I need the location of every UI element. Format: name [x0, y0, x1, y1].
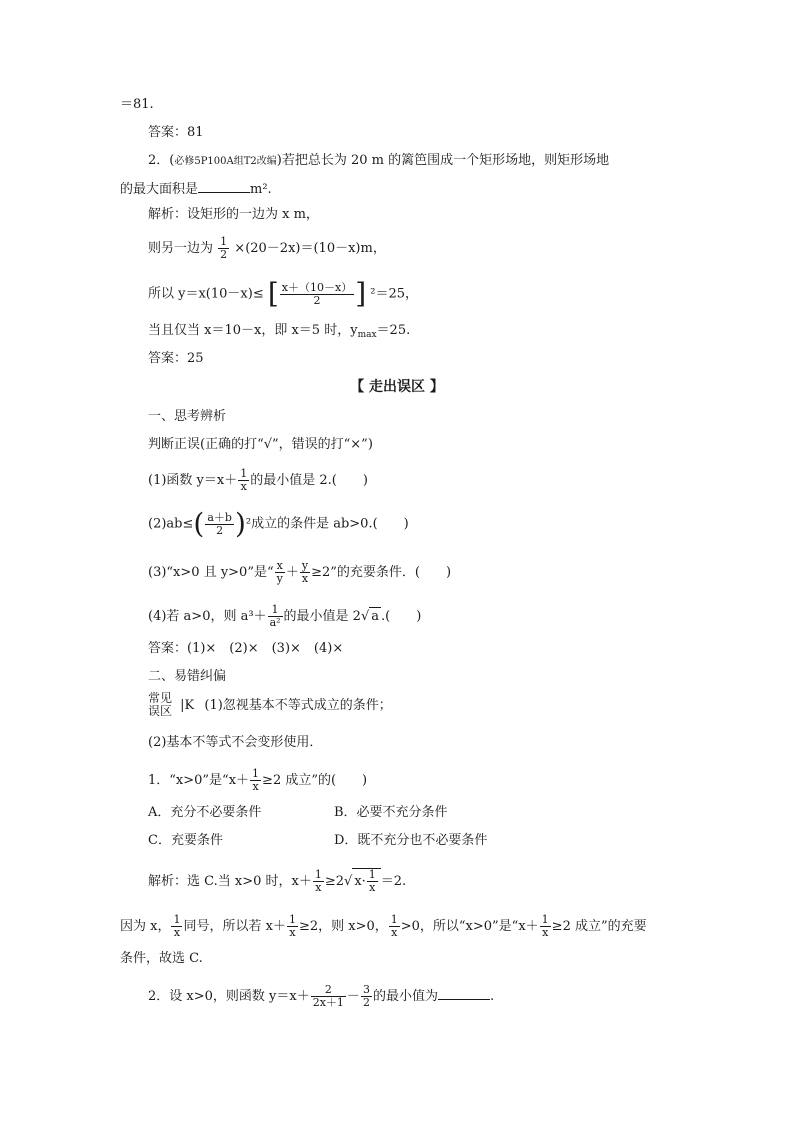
subscript-max: max — [357, 330, 377, 340]
frac-num: 1 — [368, 868, 376, 881]
mc-question-1 — [148, 768, 367, 793]
s1a: 解析：选 C.当 x>0 时，x＋ — [148, 874, 312, 889]
frac-den: x — [315, 881, 322, 894]
answer-judgement: 答案：(1)× (2)× (3)× (4)× — [148, 641, 344, 656]
tag-line1: 常见 — [148, 691, 173, 705]
tag-common-errors — [148, 692, 172, 718]
frac-num: 2 — [311, 984, 346, 997]
solution-1-line1: 解析：选 C.当 x>0 时，x＋ $\frac{1}{x}$ ≥2√ x· $\frac{1}{x}$ ＝2. — [148, 868, 407, 894]
frac-den: x — [542, 926, 549, 939]
frac-num: x＋（10－x） — [281, 280, 353, 294]
solution-line4 — [148, 322, 410, 344]
frac-den: 2 — [220, 248, 228, 261]
answer-1: 答案：81 — [148, 125, 204, 140]
option-a[interactable]: A．充分不必要条件 — [148, 805, 262, 820]
tag-line2: 误区 — [148, 704, 173, 718]
frac-den: 2 — [362, 996, 370, 1009]
solution-intro: 解析：设矩形的一边为 x m， — [148, 207, 319, 222]
frac-den: x — [369, 881, 376, 894]
frac-num: a＋b — [207, 510, 232, 524]
question-2-line1 — [148, 152, 609, 171]
s2d: >0，所以“x>0”是“x＋ — [400, 919, 539, 934]
q2-text2a: 的最大面积是 — [120, 182, 199, 197]
frac-num: 1 — [252, 767, 260, 780]
sol-l3a: 所以 y＝x(10－x)≤ — [148, 286, 264, 302]
right-paren: ) — [234, 507, 246, 540]
frac-den: x — [240, 480, 247, 493]
solution-1-line3: 条件，故选 C. — [120, 951, 203, 966]
part-1-heading: 一、思考辨析 — [148, 409, 227, 424]
fraction — [300, 560, 310, 585]
frac-den: 2x＋1 — [312, 996, 344, 1009]
q2-source: 必修5P100A组T2改编 — [174, 156, 277, 167]
sqrt-a: x· — [354, 874, 366, 889]
frac-den: x — [391, 926, 398, 939]
sol-l4a: 当且仅当 x＝10－x，即 x＝5 时，y — [148, 323, 358, 338]
item-1 — [148, 468, 368, 493]
sol-l4b: ＝25. — [376, 323, 411, 338]
fraction — [238, 468, 249, 493]
fraction — [268, 604, 283, 629]
q1a: 1．“x>0”是“x＋ — [148, 773, 250, 788]
frac-den: x — [289, 926, 296, 939]
option-c[interactable]: C．充要条件 — [148, 833, 223, 848]
i2b: ²成立的条件是 ab>0.( ) — [245, 516, 409, 532]
fill-question-2 — [148, 984, 494, 1009]
fraction — [367, 869, 378, 894]
sol-l2b: ×(20－2x)＝(10－x)m， — [234, 241, 386, 256]
frac-num: 1 — [240, 467, 248, 480]
solution-line3 — [148, 277, 419, 310]
s1c: ＝2. — [380, 874, 407, 889]
answer-2: 答案：25 — [148, 351, 204, 366]
i1b: 的最小值是 2.( ) — [250, 473, 368, 488]
left-paren: ( — [193, 507, 205, 540]
fraction — [389, 914, 400, 939]
right-bracket: ] — [355, 277, 367, 310]
error-2: (2)基本不等式不会变形使用． — [148, 735, 323, 750]
item-2 — [148, 507, 409, 540]
frac-num: 1 — [314, 868, 322, 881]
frac-num: y — [301, 559, 309, 572]
q2d: . — [489, 989, 495, 1004]
fraction — [171, 914, 182, 939]
s2c: ≥2，则 x>0， — [298, 919, 388, 934]
left-bracket: [ — [267, 277, 279, 310]
sol-l2a: 则另一边为 — [148, 241, 214, 256]
item-4: (4)若 a>0，则 a³＋ $\frac{1}{\text{a²}}$ 的最小值是 2√ a .( ) — [148, 603, 422, 629]
s2b: 同号，所以若 x＋ — [183, 919, 286, 934]
fraction — [361, 984, 372, 1009]
i3-mid: ＋ — [285, 565, 299, 580]
frac-num: 1 — [288, 913, 296, 926]
fraction — [540, 914, 551, 939]
eq-result: ＝81. — [120, 97, 154, 112]
q2a: 2．设 x>0，则函数 y＝x＋ — [148, 989, 310, 1004]
q2b: － — [346, 989, 360, 1004]
solution-1-line2 — [120, 914, 647, 939]
i2a: (2)ab≤ — [148, 516, 194, 532]
fraction — [287, 914, 298, 939]
sol-l3b: ²＝25， — [370, 286, 419, 302]
q2c: 的最小值为 — [372, 989, 438, 1004]
item-3 — [148, 560, 451, 585]
i1a: (1)函数 y＝x＋ — [148, 473, 238, 488]
i3a: (3)“x>0 且 y>0”是“ — [148, 565, 274, 580]
fraction — [205, 512, 234, 537]
fraction — [313, 869, 324, 894]
frac-den: x — [252, 780, 259, 793]
error-row-1 — [148, 692, 392, 718]
frac-num: 1 — [541, 913, 549, 926]
fraction — [250, 768, 261, 793]
error-1: (1)忽视基本不等式成立的条件； — [204, 697, 392, 713]
frac-num: x — [276, 559, 283, 572]
frac-num: 1 — [268, 604, 283, 617]
option-d[interactable]: D．既不充分也不必要条件 — [334, 833, 488, 848]
sqrt-expression — [352, 868, 380, 894]
answer-blank[interactable] — [438, 987, 490, 1000]
frac-num: 1 — [173, 913, 181, 926]
frac-den: x — [301, 572, 309, 585]
i3b: ≥2”的充要条件．( ) — [311, 565, 452, 580]
s2e: ≥2 成立”的充要 — [551, 919, 647, 934]
i4b: 的最小值是 2 — [283, 609, 361, 624]
fraction — [275, 560, 285, 585]
fraction — [311, 984, 346, 1009]
part-2-heading: 二、易错纠偏 — [148, 669, 227, 684]
solution-line2 — [148, 236, 386, 261]
frac-den: a² — [269, 616, 281, 629]
s1b: ≥2 — [324, 874, 345, 889]
q2-prefix: 2．( — [148, 153, 175, 168]
fraction — [218, 236, 229, 261]
frac-den: 2 — [313, 293, 321, 307]
question-2-line2 — [120, 180, 272, 199]
instructions: 判断正误(正确的打“√”，错误的打“×”) — [148, 437, 373, 452]
option-b[interactable]: B．必要不充分条件 — [334, 805, 448, 820]
frac-num: 1 — [220, 235, 228, 248]
frac-den: 2 — [216, 523, 224, 537]
q2-text2b: m². — [250, 182, 272, 197]
i4c: .( ) — [381, 609, 422, 624]
i4a: (4)若 a>0，则 a³＋ — [148, 609, 267, 624]
tag-k: |K — [180, 697, 195, 713]
q1b: ≥2 成立”的( ) — [262, 773, 368, 788]
sqrt-a: a — [371, 609, 379, 624]
section-title: 【 走出误区 】 — [350, 379, 444, 395]
s2a: 因为 x， — [120, 919, 171, 934]
frac-num: 1 — [390, 913, 398, 926]
fraction — [280, 282, 354, 307]
frac-den: y — [276, 572, 283, 585]
frac-num: 3 — [362, 983, 370, 996]
frac-den: x — [173, 926, 181, 939]
q2-text: )若把总长为 20 m 的篱笆围成一个矩形场地，则矩形场地 — [276, 153, 610, 168]
answer-blank — [198, 180, 250, 193]
